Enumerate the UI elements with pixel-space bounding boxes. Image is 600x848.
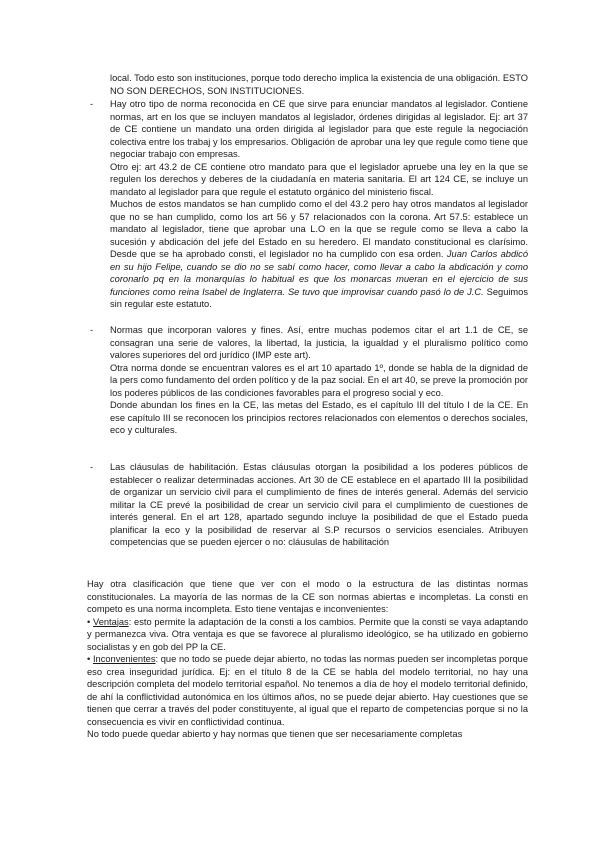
underlined-label: Inconvenientes (92, 654, 156, 664)
list-item-valores (110, 324, 528, 437)
list-item-mandatos (110, 98, 528, 311)
paragraph: No todo puede quedar abierto y hay normas que tienen que ser necesariamente completas (87, 729, 463, 739)
paragraph-inconvenientes (87, 653, 528, 728)
paragraph: Donde abundan los fines en la CE, las metas del Estado, es el capítulo III del título I de la CE. En ese capítulo III se reconocen los principios rectores relacionados con elementos o derechos sociales, eco y culturales. (110, 400, 528, 435)
paragraph (110, 198, 528, 311)
paragraph: Las cláusulas de habilitación. Estas cláusulas otorgan la posibilidad a los poderes públicos de establecer o realizar determinadas acciones. Art 30 de CE establece en el apartado III la posibilidad de organizar un servicio civil para el cumplimiento de fines de interés general. Además del servicio militar la CE prevé la posibilidad de crear un servicio civil para el cumplimiento de cuestiones de interés general. En el art 128, apartado segundo incluye la posibilidad de que el Estado pueda planificar la eco y la posibilidad de reservar al S.P recursos o servicios esenciales. Atribuyen competencias que se pueden ejercer o no: cláusulas de habilitación (110, 462, 528, 547)
paragraph: Otra norma donde se encuentran valores es el art 10 apartado 1º, donde se habla de la dignidad de la pers como fundamento del orden político y de la paz social. En el art 40, se preve la promoción por los poderes públicos de las condiciones favorables para el progreso social y eco. (110, 362, 528, 398)
text: Muchos de estos mandatos se han cumplido como el del 43.2 pero hay otros mandatos al legislador que no se han cumplido, como los art 56 y 57 relacionados con la corona. Art 57.5: establece un mandato al legislador, tiene que aprobar una L.O en la que se regule como se lleva a cabo la sucesión y abdicación del jefe del Estado en su heredero. El mandato constitucional es clarísimo. Desde que se ha aprobado consti, el legislador no ha cumplido con esa orden. (110, 199, 528, 259)
paragraph: Normas que incorporan valores y fines. Así, entre muchas podemos citar el art 1.1 de CE, se consagran una serie de valores, la libertad, la justicia, la igualdad y el pluralismo político como valores superiores del ord jurídico (IMP este art). (110, 325, 528, 360)
section-clasificacion (87, 578, 528, 741)
text: Seguimos sin regular este estatuto. (110, 286, 528, 309)
paragraph-ventajas (87, 616, 528, 654)
list-dash: - (90, 99, 94, 109)
list-item-clausulas (110, 461, 528, 549)
text: : que no todo se puede dejar abierto, no todas las normas pueden ser incompletas porque eso crea inseguridad jurídica. Ej: en el título 8 de la CE se habla del modelo territorial, no hay una descripción completa del modelo territorial español. No tenemos a día de hoy el modelo territorial definido, de ahí la conflictividad autonómica en los últimos años, no se puede dejar abierto. Hay cuestiones que se tienen que cerrar a través del poder constituyente, al igual que el reparto de competencias porque si no la consecuencia es vivir en conflictividad continua. (87, 654, 528, 727)
list-dash: - (90, 462, 94, 472)
italic-text: Juan Carlos abdicó en su hijo Felipe, cuando se dio no se sabí como hacer, como llevar a cabo la abdicación y como coronarlo pq en la monarquías lo habitual es que los monarcas mueran en el ejercicio de sus funciones como reina Isabel de Inglaterra. Se tuvo que improvisar cuando pasó lo de J.C. (110, 249, 528, 297)
underlined-label: Ventajas (93, 616, 129, 627)
paragraph: Hay otro tipo de norma reconocida en CE que sirve para enunciar mandatos al legislador. Contiene normas, art en los que se incluyen mandatos al legislador, órdenes dirigidas al legislador. Ej: art 37 de CE contiene un mandato una orden dirigida al legislador para que este regule la negociación colectiva entre los trabaj y los empresarios. Obligación de aprobar una ley que regule como tiene que negociar trabajo con empresas. (110, 99, 528, 159)
paragraph: Hay otra clasificación que tiene que ver con el modo o la estructura de las distintas normas constitucionales. La mayoría de las normas de la CE son normas abiertas e incompletas. La consti en competo es una norma incompleta. Esto tiene ventajas e inconvenientes: (87, 579, 528, 614)
bullet: • (87, 654, 91, 664)
paragraph: Otro ej: art 43.2 de CE contiene otro mandato para que el legislador apruebe una ley en la que se regulen los derechos y deberes de la ciudadanía en materia sanitaria. El art 124 CE, se incluye un mandato al legislador para que regule el estatuto orgánico del ministerio fiscal. (110, 161, 528, 197)
bullet: • (87, 616, 91, 627)
text: : esto permite la adaptación de la consti a los cambios. Permite que la consti se vaya adaptando y permanezca viva. Otra ventaja es que se favorece al pluralismo ideológico, se ha utilizado en gobierno socialistas y en gob del PP la CE. (87, 616, 528, 652)
list-dash: - (90, 325, 94, 335)
text: local. Todo esto son instituciones, porque todo derecho implica la existencia de una obligación. ESTO NO SON DERECHOS, SON INSTITUCIONES. (110, 73, 528, 96)
paragraph-instituciones (110, 72, 528, 97)
